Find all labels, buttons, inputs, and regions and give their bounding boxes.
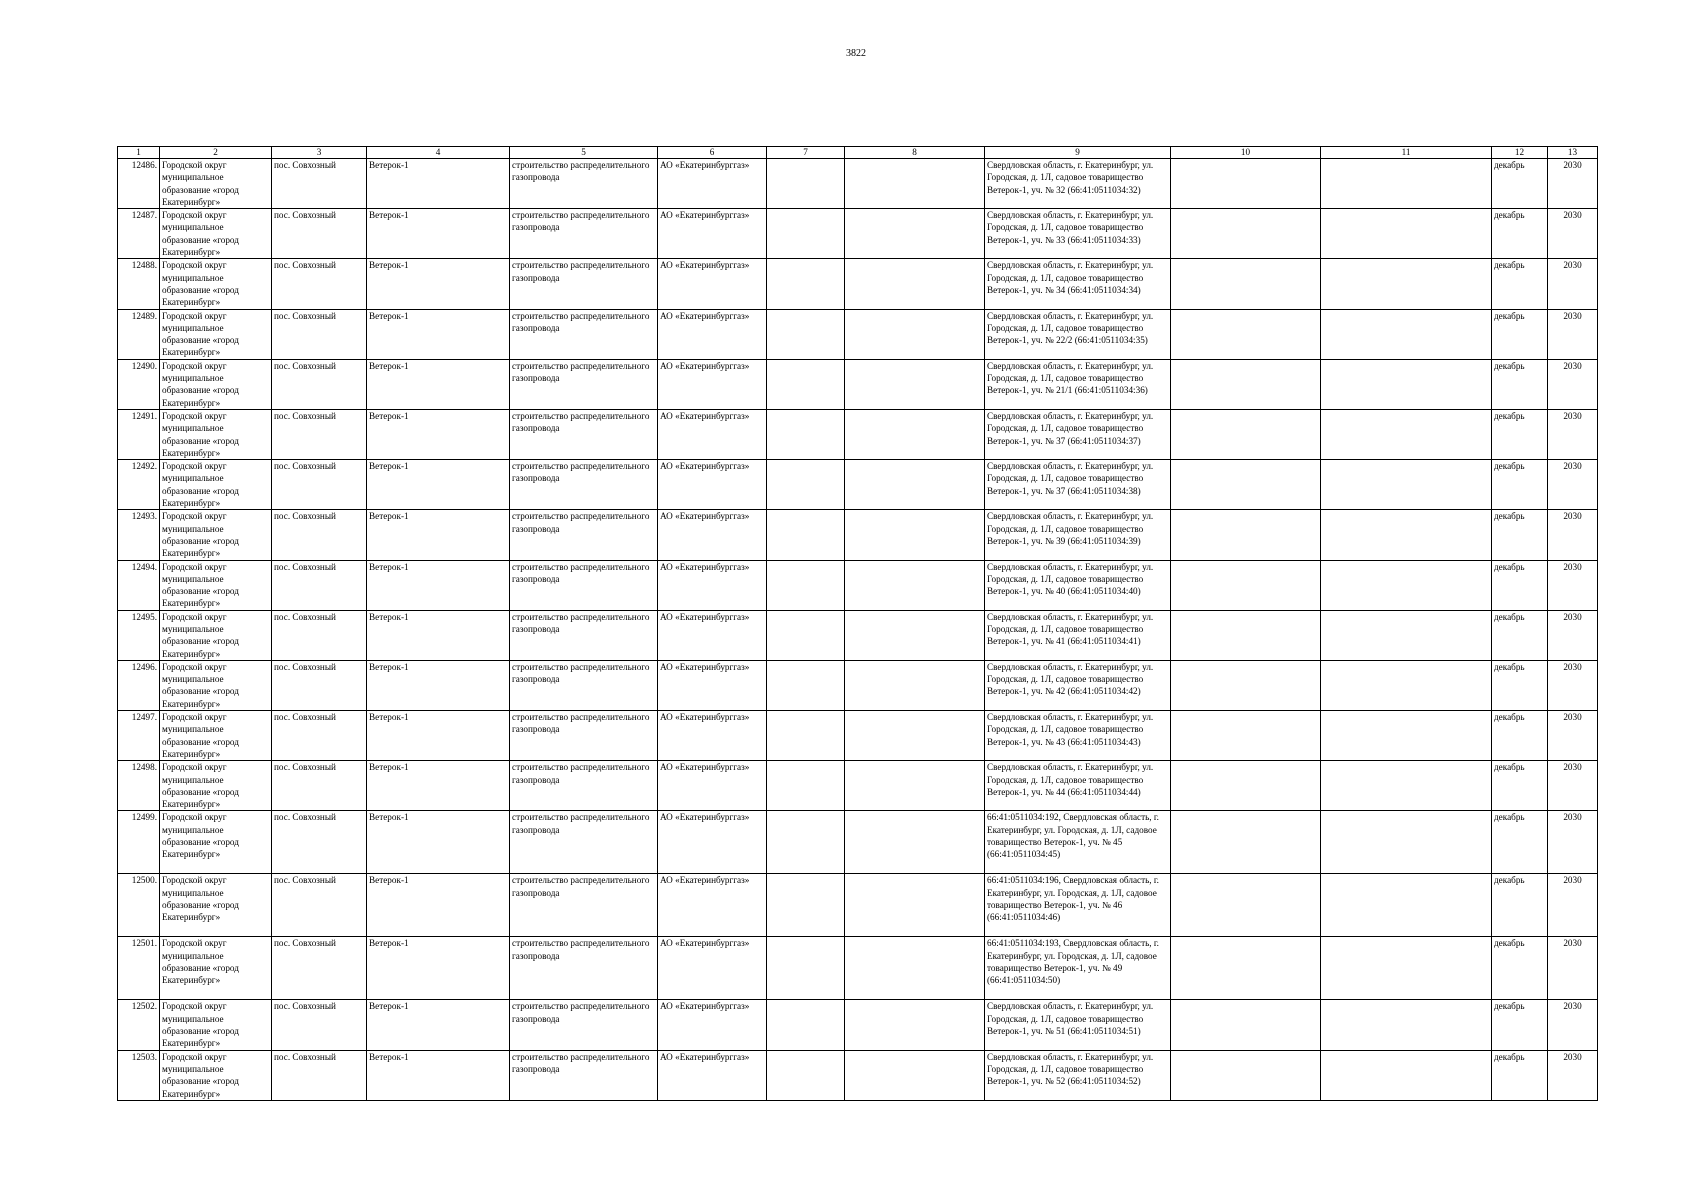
work-type-cell: строительство распределительного газопровода: [510, 309, 658, 359]
municipality-cell: Городской округ муниципальное образование «город Екатеринбург»: [160, 309, 272, 359]
column-11-cell: [1321, 460, 1492, 510]
organization-cell: АО «Екатеринбурггаз»: [658, 1050, 767, 1100]
table-row: [118, 359, 1598, 409]
column-header: 12: [1492, 147, 1548, 159]
column-10-cell: [1171, 359, 1321, 409]
settlement-cell: пос. Совхозный: [272, 460, 367, 510]
column-8-cell: [845, 761, 985, 811]
year-cell: 2030: [1548, 159, 1598, 209]
year-cell: 2030: [1548, 409, 1598, 459]
address-cell: Свердловская область, г. Екатеринбург, ул. Городская, д. 1Л, садовое товарищество Ветерок-1, уч. № 34 (66:41:0511034:34): [985, 259, 1171, 309]
column-11-cell: [1321, 1050, 1492, 1100]
organization-cell: АО «Екатеринбурггаз»: [658, 874, 767, 937]
table-row: [118, 610, 1598, 660]
year-cell: 2030: [1548, 1050, 1598, 1100]
year-cell: 2030: [1548, 460, 1598, 510]
organization-cell: АО «Екатеринбурггаз»: [658, 610, 767, 660]
work-type-cell: строительство распределительного газопровода: [510, 1050, 658, 1100]
address-cell: Свердловская область, г. Екатеринбург, ул. Городская, д. 1Л, садовое товарищество Ветерок-1, уч. № 33 (66:41:0511034:33): [985, 209, 1171, 259]
address-cell: Свердловская область, г. Екатеринбург, ул. Городская, д. 1Л, садовое товарищество Ветерок-1, уч. № 22/2 (66:41:0511034:35): [985, 309, 1171, 359]
column-header: 11: [1321, 147, 1492, 159]
work-type-cell: строительство распределительного газопровода: [510, 359, 658, 409]
address-cell: 66:41:0511034:193, Свердловская область, г. Екатеринбург, ул. Городская, д. 1Л, садовое товарищество Ветерок-1, уч. № 49 (66:41:0511034:50): [985, 937, 1171, 1000]
object-cell: Ветерок-1: [367, 309, 510, 359]
column-header: 1: [118, 147, 160, 159]
work-type-cell: строительство распределительного газопровода: [510, 660, 658, 710]
column-8-cell: [845, 937, 985, 1000]
column-8-cell: [845, 359, 985, 409]
column-8-cell: [845, 259, 985, 309]
month-cell: декабрь: [1492, 510, 1548, 560]
column-11-cell: [1321, 309, 1492, 359]
column-8-cell: [845, 309, 985, 359]
table-row: [118, 660, 1598, 710]
column-header: 8: [845, 147, 985, 159]
row-number: 12488.: [118, 259, 160, 309]
object-cell: Ветерок-1: [367, 209, 510, 259]
row-number: 12503.: [118, 1050, 160, 1100]
row-number: 12487.: [118, 209, 160, 259]
column-7-cell: [767, 560, 845, 610]
column-header: 7: [767, 147, 845, 159]
work-type-cell: строительство распределительного газопровода: [510, 409, 658, 459]
column-10-cell: [1171, 460, 1321, 510]
column-header: 13: [1548, 147, 1598, 159]
settlement-cell: пос. Совхозный: [272, 660, 367, 710]
column-header: 4: [367, 147, 510, 159]
table-row: [118, 811, 1598, 874]
settlement-cell: пос. Совхозный: [272, 1000, 367, 1050]
column-7-cell: [767, 460, 845, 510]
organization-cell: АО «Екатеринбурггаз»: [658, 937, 767, 1000]
table-row: [118, 937, 1598, 1000]
column-7-cell: [767, 259, 845, 309]
table-body: [118, 159, 1598, 1101]
settlement-cell: пос. Совхозный: [272, 309, 367, 359]
organization-cell: АО «Екатеринбурггаз»: [658, 359, 767, 409]
table-row: [118, 1000, 1598, 1050]
table-row: [118, 460, 1598, 510]
row-number: 12489.: [118, 309, 160, 359]
object-cell: Ветерок-1: [367, 409, 510, 459]
column-7-cell: [767, 610, 845, 660]
column-11-cell: [1321, 660, 1492, 710]
column-11-cell: [1321, 610, 1492, 660]
organization-cell: АО «Екатеринбурггаз»: [658, 309, 767, 359]
row-number: 12486.: [118, 159, 160, 209]
column-7-cell: [767, 761, 845, 811]
address-cell: 66:41:0511034:192, Свердловская область, г. Екатеринбург, ул. Городская, д. 1Л, садовое товарищество Ветерок-1, уч. № 45 (66:41:0511034:45): [985, 811, 1171, 874]
column-10-cell: [1171, 711, 1321, 761]
settlement-cell: пос. Совхозный: [272, 259, 367, 309]
object-cell: Ветерок-1: [367, 660, 510, 710]
table-row: [118, 1050, 1598, 1100]
work-type-cell: строительство распределительного газопровода: [510, 811, 658, 874]
organization-cell: АО «Екатеринбурггаз»: [658, 761, 767, 811]
table-row: [118, 409, 1598, 459]
column-8-cell: [845, 460, 985, 510]
month-cell: декабрь: [1492, 874, 1548, 937]
organization-cell: АО «Екатеринбурггаз»: [658, 811, 767, 874]
municipality-cell: Городской округ муниципальное образование «город Екатеринбург»: [160, 460, 272, 510]
table-row: [118, 560, 1598, 610]
row-number: 12492.: [118, 460, 160, 510]
column-7-cell: [767, 811, 845, 874]
column-8-cell: [845, 409, 985, 459]
year-cell: 2030: [1548, 359, 1598, 409]
object-cell: Ветерок-1: [367, 1050, 510, 1100]
column-10-cell: [1171, 209, 1321, 259]
month-cell: декабрь: [1492, 711, 1548, 761]
object-cell: Ветерок-1: [367, 1000, 510, 1050]
column-header: 3: [272, 147, 367, 159]
column-10-cell: [1171, 811, 1321, 874]
work-type-cell: строительство распределительного газопровода: [510, 874, 658, 937]
settlement-cell: пос. Совхозный: [272, 937, 367, 1000]
settlement-cell: пос. Совхозный: [272, 560, 367, 610]
municipality-cell: Городской округ муниципальное образование «город Екатеринбург»: [160, 811, 272, 874]
row-number: 12502.: [118, 1000, 160, 1050]
year-cell: 2030: [1548, 610, 1598, 660]
row-number: 12490.: [118, 359, 160, 409]
year-cell: 2030: [1548, 660, 1598, 710]
table-row: [118, 159, 1598, 209]
column-10-cell: [1171, 510, 1321, 560]
column-11-cell: [1321, 711, 1492, 761]
row-number: 12498.: [118, 761, 160, 811]
column-10-cell: [1171, 761, 1321, 811]
municipality-cell: Городской округ муниципальное образование «город Екатеринбург»: [160, 1000, 272, 1050]
column-header: 10: [1171, 147, 1321, 159]
year-cell: 2030: [1548, 209, 1598, 259]
organization-cell: АО «Екатеринбурггаз»: [658, 510, 767, 560]
column-10-cell: [1171, 937, 1321, 1000]
column-10-cell: [1171, 309, 1321, 359]
settlement-cell: пос. Совхозный: [272, 359, 367, 409]
table-row: [118, 711, 1598, 761]
municipality-cell: Городской округ муниципальное образование «город Екатеринбург»: [160, 259, 272, 309]
address-cell: Свердловская область, г. Екатеринбург, ул. Городская, д. 1Л, садовое товарищество Ветерок-1, уч. № 40 (66:41:0511034:40): [985, 560, 1171, 610]
settlement-cell: пос. Совхозный: [272, 409, 367, 459]
object-cell: Ветерок-1: [367, 560, 510, 610]
address-cell: Свердловская область, г. Екатеринбург, ул. Городская, д. 1Л, садовое товарищество Ветерок-1, уч. № 43 (66:41:0511034:43): [985, 711, 1171, 761]
month-cell: декабрь: [1492, 159, 1548, 209]
year-cell: 2030: [1548, 937, 1598, 1000]
municipality-cell: Городской округ муниципальное образование «город Екатеринбург»: [160, 761, 272, 811]
work-type-cell: строительство распределительного газопровода: [510, 937, 658, 1000]
column-11-cell: [1321, 1000, 1492, 1050]
work-type-cell: строительство распределительного газопровода: [510, 761, 658, 811]
column-11-cell: [1321, 409, 1492, 459]
organization-cell: АО «Екатеринбурггаз»: [658, 460, 767, 510]
column-11-cell: [1321, 159, 1492, 209]
column-header: 2: [160, 147, 272, 159]
address-cell: Свердловская область, г. Екатеринбург, ул. Городская, д. 1Л, садовое товарищество Ветерок-1, уч. № 21/1 (66:41:0511034:36): [985, 359, 1171, 409]
municipality-cell: Городской округ муниципальное образование «город Екатеринбург»: [160, 409, 272, 459]
settlement-cell: пос. Совхозный: [272, 610, 367, 660]
organization-cell: АО «Екатеринбурггаз»: [658, 1000, 767, 1050]
column-header: 6: [658, 147, 767, 159]
organization-cell: АО «Екатеринбурггаз»: [658, 259, 767, 309]
object-cell: Ветерок-1: [367, 937, 510, 1000]
month-cell: декабрь: [1492, 937, 1548, 1000]
column-11-cell: [1321, 209, 1492, 259]
settlement-cell: пос. Совхозный: [272, 510, 367, 560]
year-cell: 2030: [1548, 874, 1598, 937]
page-number: 3822: [846, 48, 866, 59]
object-cell: Ветерок-1: [367, 811, 510, 874]
municipality-cell: Городской округ муниципальное образование «город Екатеринбург»: [160, 610, 272, 660]
month-cell: декабрь: [1492, 1050, 1548, 1100]
table-row: [118, 874, 1598, 937]
column-7-cell: [767, 359, 845, 409]
column-10-cell: [1171, 560, 1321, 610]
object-cell: Ветерок-1: [367, 761, 510, 811]
column-7-cell: [767, 1050, 845, 1100]
object-cell: Ветерок-1: [367, 159, 510, 209]
address-cell: 66:41:0511034:196, Свердловская область, г. Екатеринбург, ул. Городская, д. 1Л, садовое товарищество Ветерок-1, уч. № 46 (66:41:0511034:46): [985, 874, 1171, 937]
row-number: 12500.: [118, 874, 160, 937]
column-7-cell: [767, 209, 845, 259]
table-row: [118, 209, 1598, 259]
work-type-cell: строительство распределительного газопровода: [510, 711, 658, 761]
column-8-cell: [845, 159, 985, 209]
column-7-cell: [767, 711, 845, 761]
column-8-cell: [845, 1050, 985, 1100]
month-cell: декабрь: [1492, 660, 1548, 710]
month-cell: декабрь: [1492, 409, 1548, 459]
year-cell: 2030: [1548, 1000, 1598, 1050]
column-11-cell: [1321, 510, 1492, 560]
address-cell: Свердловская область, г. Екатеринбург, ул. Городская, д. 1Л, садовое товарищество Ветерок-1, уч. № 39 (66:41:0511034:39): [985, 510, 1171, 560]
column-8-cell: [845, 811, 985, 874]
address-cell: Свердловская область, г. Екатеринбург, ул. Городская, д. 1Л, садовое товарищество Ветерок-1, уч. № 37 (66:41:0511034:37): [985, 409, 1171, 459]
address-cell: Свердловская область, г. Екатеринбург, ул. Городская, д. 1Л, садовое товарищество Ветерок-1, уч. № 32 (66:41:0511034:32): [985, 159, 1171, 209]
municipality-cell: Городской округ муниципальное образование «город Екатеринбург»: [160, 1050, 272, 1100]
municipality-cell: Городской округ муниципальное образование «город Екатеринбург»: [160, 209, 272, 259]
municipality-cell: Городской округ муниципальное образование «город Екатеринбург»: [160, 159, 272, 209]
column-8-cell: [845, 510, 985, 560]
column-7-cell: [767, 1000, 845, 1050]
column-header: 5: [510, 147, 658, 159]
column-11-cell: [1321, 874, 1492, 937]
organization-cell: АО «Екатеринбурггаз»: [658, 711, 767, 761]
work-type-cell: строительство распределительного газопровода: [510, 1000, 658, 1050]
column-7-cell: [767, 660, 845, 710]
column-header: 9: [985, 147, 1171, 159]
address-cell: Свердловская область, г. Екатеринбург, ул. Городская, д. 1Л, садовое товарищество Ветерок-1, уч. № 42 (66:41:0511034:42): [985, 660, 1171, 710]
month-cell: декабрь: [1492, 209, 1548, 259]
column-10-cell: [1171, 1000, 1321, 1050]
work-type-cell: строительство распределительного газопровода: [510, 159, 658, 209]
row-number: 12493.: [118, 510, 160, 560]
column-11-cell: [1321, 259, 1492, 309]
column-7-cell: [767, 874, 845, 937]
column-8-cell: [845, 610, 985, 660]
column-11-cell: [1321, 359, 1492, 409]
work-type-cell: строительство распределительного газопровода: [510, 610, 658, 660]
settlement-cell: пос. Совхозный: [272, 874, 367, 937]
column-7-cell: [767, 510, 845, 560]
month-cell: декабрь: [1492, 309, 1548, 359]
object-cell: Ветерок-1: [367, 874, 510, 937]
settlement-cell: пос. Совхозный: [272, 761, 367, 811]
work-type-cell: строительство распределительного газопровода: [510, 460, 658, 510]
month-cell: декабрь: [1492, 259, 1548, 309]
column-11-cell: [1321, 937, 1492, 1000]
column-10-cell: [1171, 159, 1321, 209]
row-number: 12494.: [118, 560, 160, 610]
row-number: 12497.: [118, 711, 160, 761]
year-cell: 2030: [1548, 711, 1598, 761]
column-7-cell: [767, 409, 845, 459]
column-7-cell: [767, 937, 845, 1000]
table-row: [118, 510, 1598, 560]
row-number: 12501.: [118, 937, 160, 1000]
column-8-cell: [845, 711, 985, 761]
organization-cell: АО «Екатеринбурггаз»: [658, 560, 767, 610]
column-10-cell: [1171, 259, 1321, 309]
month-cell: декабрь: [1492, 761, 1548, 811]
column-8-cell: [845, 209, 985, 259]
work-type-cell: строительство распределительного газопровода: [510, 560, 658, 610]
settlement-cell: пос. Совхозный: [272, 159, 367, 209]
settlement-cell: пос. Совхозный: [272, 811, 367, 874]
year-cell: 2030: [1548, 761, 1598, 811]
organization-cell: АО «Екатеринбурггаз»: [658, 209, 767, 259]
header-row: [118, 147, 1598, 159]
table-row: [118, 309, 1598, 359]
address-cell: Свердловская область, г. Екатеринбург, ул. Городская, д. 1Л, садовое товарищество Ветерок-1, уч. № 41 (66:41:0511034:41): [985, 610, 1171, 660]
row-number: 12499.: [118, 811, 160, 874]
object-cell: Ветерок-1: [367, 510, 510, 560]
column-8-cell: [845, 1000, 985, 1050]
object-cell: Ветерок-1: [367, 460, 510, 510]
year-cell: 2030: [1548, 560, 1598, 610]
column-8-cell: [845, 560, 985, 610]
column-10-cell: [1171, 610, 1321, 660]
settlement-cell: пос. Совхозный: [272, 1050, 367, 1100]
municipality-cell: Городской округ муниципальное образование «город Екатеринбург»: [160, 874, 272, 937]
work-type-cell: строительство распределительного газопровода: [510, 510, 658, 560]
column-10-cell: [1171, 409, 1321, 459]
settlement-cell: пос. Совхозный: [272, 711, 367, 761]
organization-cell: АО «Екатеринбурггаз»: [658, 660, 767, 710]
municipality-cell: Городской округ муниципальное образование «город Екатеринбург»: [160, 711, 272, 761]
column-10-cell: [1171, 660, 1321, 710]
address-cell: Свердловская область, г. Екатеринбург, ул. Городская, д. 1Л, садовое товарищество Ветерок-1, уч. № 44 (66:41:0511034:44): [985, 761, 1171, 811]
column-11-cell: [1321, 811, 1492, 874]
year-cell: 2030: [1548, 259, 1598, 309]
row-number: 12495.: [118, 610, 160, 660]
column-10-cell: [1171, 1050, 1321, 1100]
address-cell: Свердловская область, г. Екатеринбург, ул. Городская, д. 1Л, садовое товарищество Ветерок-1, уч. № 37 (66:41:0511034:38): [985, 460, 1171, 510]
municipality-cell: Городской округ муниципальное образование «город Екатеринбург»: [160, 359, 272, 409]
municipality-cell: Городской округ муниципальное образование «город Екатеринбург»: [160, 937, 272, 1000]
column-8-cell: [845, 660, 985, 710]
row-number: 12496.: [118, 660, 160, 710]
row-number: 12491.: [118, 409, 160, 459]
municipality-cell: Городской округ муниципальное образование «город Екатеринбург»: [160, 660, 272, 710]
column-7-cell: [767, 159, 845, 209]
object-cell: Ветерок-1: [367, 359, 510, 409]
registry-table: [117, 146, 1598, 1101]
settlement-cell: пос. Совхозный: [272, 209, 367, 259]
column-8-cell: [845, 874, 985, 937]
organization-cell: АО «Екатеринбурггаз»: [658, 409, 767, 459]
month-cell: декабрь: [1492, 811, 1548, 874]
object-cell: Ветерок-1: [367, 711, 510, 761]
table-row: [118, 761, 1598, 811]
object-cell: Ветерок-1: [367, 610, 510, 660]
organization-cell: АО «Екатеринбурггаз»: [658, 159, 767, 209]
municipality-cell: Городской округ муниципальное образование «город Екатеринбург»: [160, 560, 272, 610]
table-row: [118, 259, 1598, 309]
work-type-cell: строительство распределительного газопровода: [510, 259, 658, 309]
column-11-cell: [1321, 761, 1492, 811]
month-cell: декабрь: [1492, 1000, 1548, 1050]
month-cell: декабрь: [1492, 460, 1548, 510]
column-11-cell: [1321, 560, 1492, 610]
address-cell: Свердловская область, г. Екатеринбург, ул. Городская, д. 1Л, садовое товарищество Ветерок-1, уч. № 51 (66:41:0511034:51): [985, 1000, 1171, 1050]
year-cell: 2030: [1548, 811, 1598, 874]
year-cell: 2030: [1548, 510, 1598, 560]
column-7-cell: [767, 309, 845, 359]
object-cell: Ветерок-1: [367, 259, 510, 309]
month-cell: декабрь: [1492, 610, 1548, 660]
month-cell: декабрь: [1492, 359, 1548, 409]
column-10-cell: [1171, 874, 1321, 937]
month-cell: декабрь: [1492, 560, 1548, 610]
municipality-cell: Городской округ муниципальное образование «город Екатеринбург»: [160, 510, 272, 560]
work-type-cell: строительство распределительного газопровода: [510, 209, 658, 259]
year-cell: 2030: [1548, 309, 1598, 359]
address-cell: Свердловская область, г. Екатеринбург, ул. Городская, д. 1Л, садовое товарищество Ветерок-1, уч. № 52 (66:41:0511034:52): [985, 1050, 1171, 1100]
